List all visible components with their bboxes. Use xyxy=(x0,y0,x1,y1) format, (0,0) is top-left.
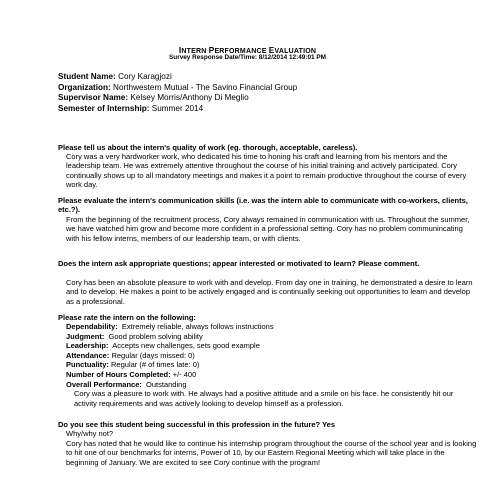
question-quality: Please tell us about the intern's quality of work (eg. thorough, acceptable, careless). xyxy=(58,143,358,152)
ratings-heading: Please rate the intern on the following: xyxy=(58,313,196,322)
semester-row: Semester of Internship: Summer 2014 xyxy=(58,103,204,113)
rating-overall-performance: Overall Performance: Outstanding xyxy=(66,379,187,389)
question-motivation: Does the intern ask appropriate questions; appear interested or motivated to learn? Please comment. xyxy=(58,259,420,268)
answer-success: Cory has noted that he would like to continue his internship program throughout the course of the school year and is looking to hit one of our benchmarks for interns, Power of 10, by our Eastern Regional Meeting which will take place in the beginning of January. We are excited to see Cory continue with the program! xyxy=(66,439,477,467)
rating-punctuality: Punctuality: Regular (# of times late: 0) xyxy=(66,360,200,370)
question-communication: Please evaluate the intern's communication skills (i.e. was the intern able to communicate with co-workers, clients, etc.?). xyxy=(58,196,468,215)
student-name-row: Student Name: Cory Karagjozi xyxy=(58,72,172,81)
rating-leadership: Leadership: Accepts new challenges, sets good example xyxy=(66,341,260,351)
document-title: INTERN PERFORMANCE EVALUATION xyxy=(178,45,317,55)
question-success: Do you see this student being successful in this profession in the future? Yes xyxy=(58,420,335,429)
answer-quality: Cory was a very hardworker work, who dedicated his time to honing his craft and learning from his mentors and the leadership team. He was extremely attentive throughout the course of his initial training and actively participated. Cory continually shows up to all mandatory meetings and makes it a point to remain productive throughout the course of every work day. xyxy=(66,152,467,190)
supervisor-row: Supervisor Name: Kelsey Morris/Anthony Di Meglio xyxy=(58,93,249,103)
organization-row: Organization: Northwestern Mutual - The Savino Financial Group xyxy=(58,82,298,92)
answer-communication: From the beginning of the recruitment process, Cory always remained in communication with us. Throughout the summer, we have watched him grow and become more confident in a professional setting. Cory has no problem communincating with his fellow interns, members of our leadership team, or with clients. xyxy=(66,215,470,243)
success-why: Why/why not? xyxy=(66,429,114,438)
answer-motivation: Cory has been an absolute pleasure to work with and develop. From day one in training, he demonstrated a desire to learn and to develop. He makes a point to be actively engaged and is continually seeking out opportunities to learn and develop as a professional. xyxy=(66,278,473,306)
rating-dependability: Dependability: Extremely reliable, always follows instructions xyxy=(66,322,274,331)
ratings-list xyxy=(66,322,478,408)
rating-attendance: Attendance: Regular (days missed: 0) xyxy=(66,350,195,360)
rating-hours-completed: Number of Hours Completed: +/- 400 xyxy=(66,369,197,379)
rating-judgment: Judgment: Good problem solving ability xyxy=(66,331,203,341)
response-datetime: Survey Response Date/Time: 8/12/2014 12:49:01 PM xyxy=(169,54,326,61)
overall-performance-comment: Cory was a pleasure to work with. He always had a positive attitude and a smile on his face. he consistently hit our activity requirements and was actively looking to develop himself as a profession. xyxy=(74,389,454,408)
student-info xyxy=(58,72,297,114)
